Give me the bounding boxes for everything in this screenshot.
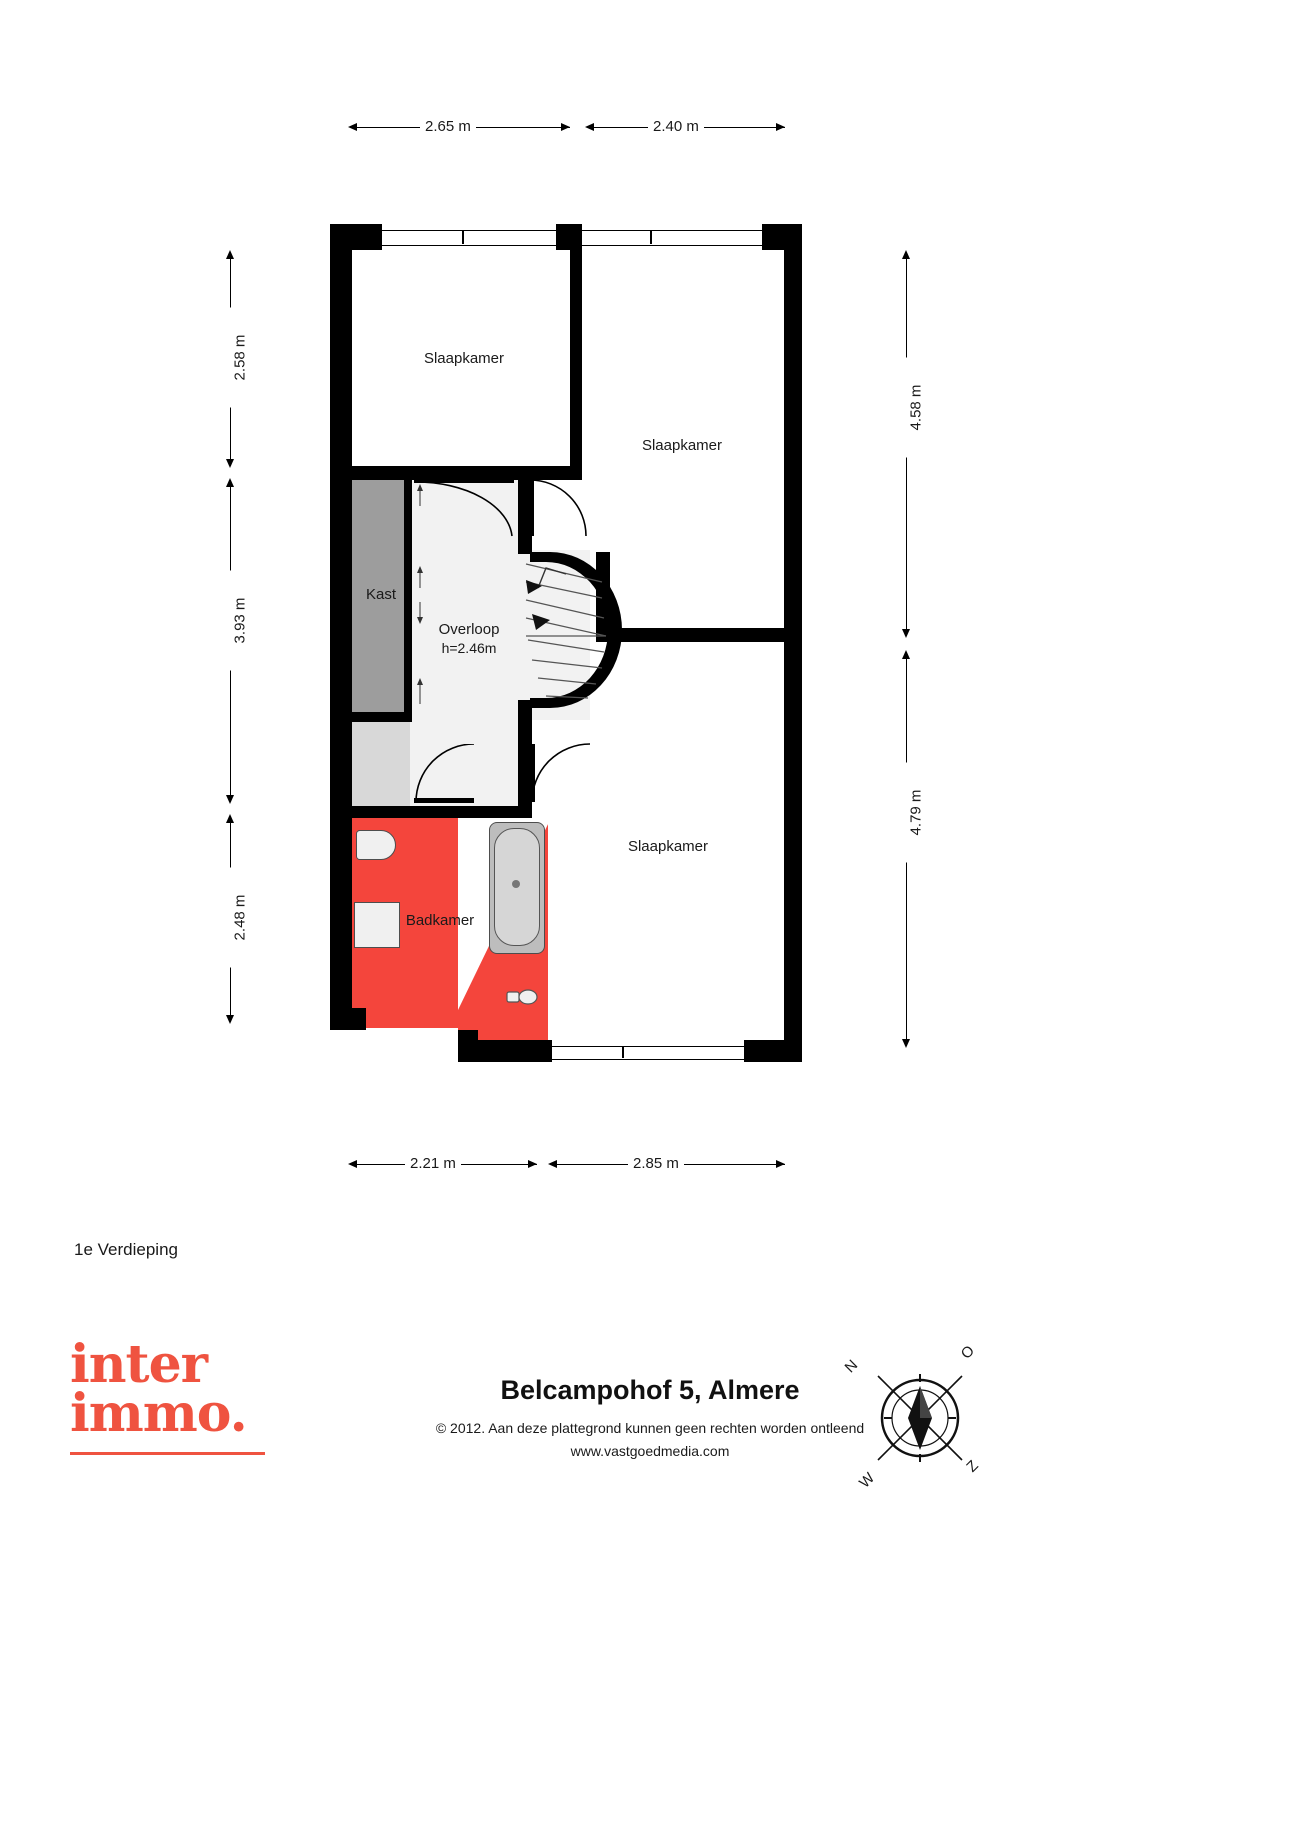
compass-label-west: W xyxy=(856,1469,879,1492)
window-mullion xyxy=(622,1046,624,1058)
logo-line-1: inter xyxy=(70,1334,208,1395)
label-overloop-height: h=2.46m xyxy=(441,640,497,656)
copyright-line-1: © 2012. Aan deze plattegrond kunnen geen rechten worden ontleend xyxy=(435,1420,865,1436)
wall-closet-bottom xyxy=(352,712,412,722)
door-slaapkamer-2 xyxy=(528,478,590,540)
staircase xyxy=(516,548,626,724)
dim-label-top-2: 2.40 m xyxy=(648,118,704,135)
wall-interior-vertical-top xyxy=(570,236,582,478)
wall-bath-top xyxy=(352,806,532,818)
window-top-right xyxy=(582,230,762,246)
window-mullion xyxy=(462,230,464,244)
dim-label-right-2: 4.79 m xyxy=(904,763,929,863)
wall-bottom-right xyxy=(744,1040,802,1062)
window-top-left xyxy=(382,230,556,246)
label-kast: Kast xyxy=(365,586,396,603)
window-bottom xyxy=(552,1046,744,1060)
dim-label-left-2: 3.93 m xyxy=(228,571,253,671)
wall-left-exterior xyxy=(330,224,352,1030)
door-slaapkamer-1 xyxy=(412,478,522,542)
door-slaapkamer-3 xyxy=(530,742,594,806)
wall-interior-horizontal-2 xyxy=(606,628,786,642)
bathtub-drain xyxy=(512,880,520,888)
label-slaapkamer-3: Slaapkamer xyxy=(627,838,709,855)
dim-label-left-3: 2.48 m xyxy=(228,868,253,968)
dim-label-bottom-2: 2.85 m xyxy=(628,1155,684,1172)
floor-caption: 1e Verdieping xyxy=(74,1240,178,1259)
copyright-line-2: www.vastgoedmedia.com xyxy=(570,1443,730,1459)
label-overloop: Overloop xyxy=(438,621,500,638)
wall-bottom-left xyxy=(330,1008,366,1030)
label-slaapkamer-2: Slaapkamer xyxy=(641,437,723,454)
compass-rose xyxy=(840,1330,1000,1510)
compass-label-north: N xyxy=(841,1356,862,1377)
label-badkamer: Badkamer xyxy=(405,912,475,929)
dim-label-bottom-1: 2.21 m xyxy=(405,1155,461,1172)
compass-label-south: Z xyxy=(963,1457,982,1476)
dim-label-top-1: 2.65 m xyxy=(420,118,476,135)
washbasin xyxy=(356,830,396,860)
door-badkamer xyxy=(412,744,478,806)
label-slaapkamer-1: Slaapkamer xyxy=(423,350,505,367)
room-kast-lower xyxy=(352,718,410,816)
toilet xyxy=(506,984,540,1010)
wall-right-exterior xyxy=(784,224,802,1052)
dim-label-right-1: 4.58 m xyxy=(904,358,929,458)
logo-line-2: immo. xyxy=(70,1383,247,1445)
dim-label-left-1: 2.58 m xyxy=(228,308,253,408)
window-mullion xyxy=(650,230,652,244)
compass-label-east: O xyxy=(957,1342,978,1363)
wall-bottom-mid xyxy=(458,1040,552,1062)
address-title: Belcampohof 5, Almere xyxy=(500,1375,800,1405)
